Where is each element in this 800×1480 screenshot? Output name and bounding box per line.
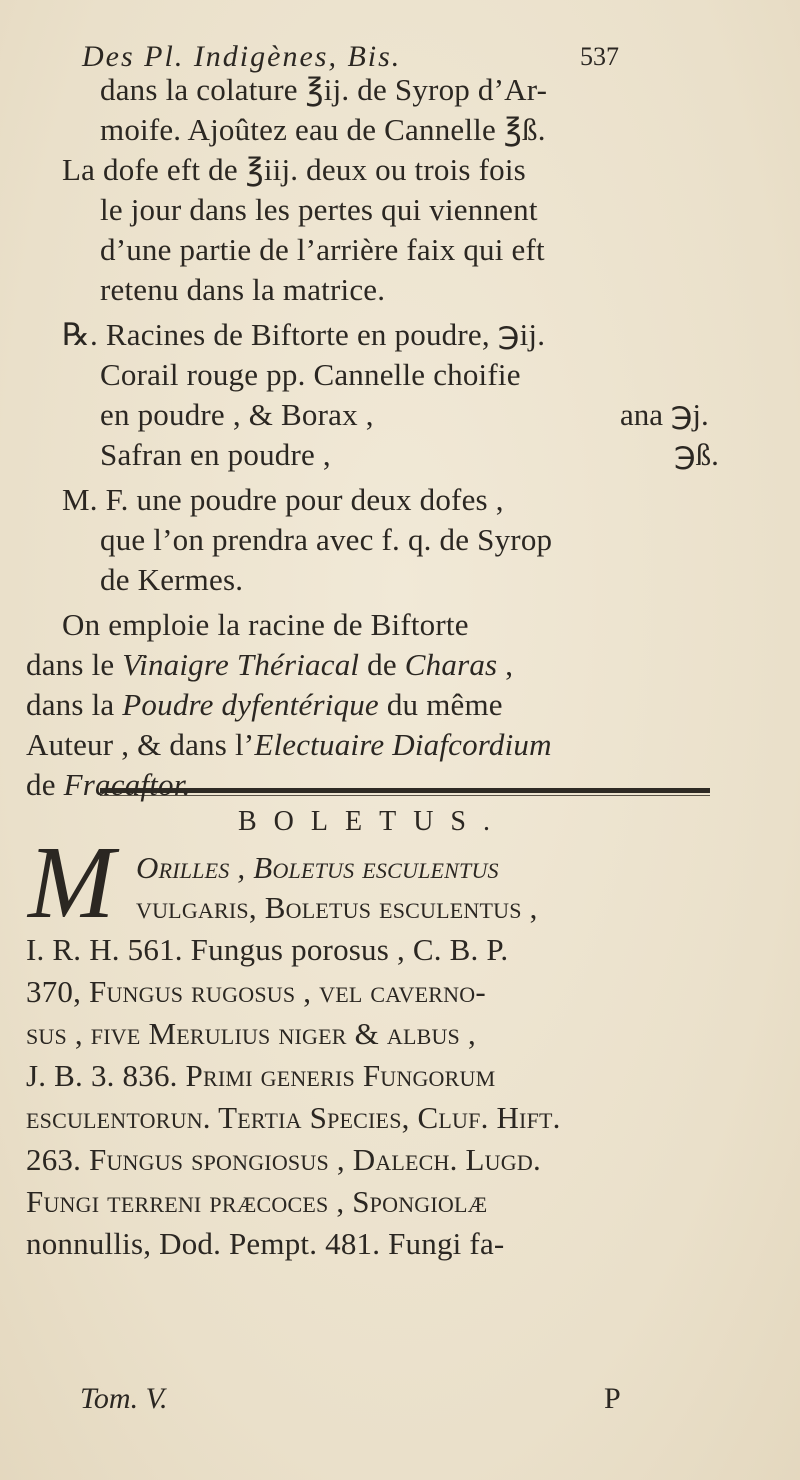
section-line: I. R. H. 561. Fungus porosus , C. B. P.: [26, 932, 509, 967]
volume-mark: Tom. V.: [80, 1382, 168, 1415]
recipe-line: Safran en poudre ,: [100, 437, 331, 472]
recipe-line: M. F. une poudre pour deux dofes ,: [62, 482, 504, 517]
recipe-line: en poudre , & Borax ,: [100, 397, 374, 432]
text-line: dans le Vinaigre Thériacal de Charas ,: [26, 647, 514, 682]
section-line: sus , five Merulius niger & albus ,: [26, 1016, 476, 1051]
section-line: nonnullis, Dod. Pempt. 481. Fungi fa-: [26, 1226, 505, 1261]
recipe-line: de Kermes.: [100, 562, 244, 597]
recipe-line: Corail rouge pp. Cannelle choifie: [100, 357, 521, 392]
section-line: vulgaris, Boletus esculentus ,: [136, 890, 538, 925]
text-line: On emploie la racine de Biftorte: [62, 607, 469, 642]
section-line: Fungi terreni præcoces , Spongiolæ: [26, 1184, 488, 1219]
text-line: La dofe eft de ℥iij. deux ou trois fois: [62, 152, 526, 187]
recipe-line: ℞. Racines de Biftorte en poudre, ℈ij.: [62, 317, 546, 352]
section-line: J. B. 3. 836. Primi generis Fungorum: [26, 1058, 496, 1093]
section-line: 370, Fungus rugosus , vel caverno-: [26, 974, 486, 1009]
running-title: Des Pl. Indigènes, Bis.: [82, 40, 402, 73]
text-line: moife. Ajoûtez eau de Cannelle ℥ß.: [100, 112, 546, 147]
section-rule: [100, 788, 710, 793]
recipe-line: que l’on prendra avec f. q. de Syrop: [100, 522, 553, 557]
section-title: BOLETUS.: [238, 806, 507, 837]
section-line: 263. Fungus spongiosus , Dalech. Lugd.: [26, 1142, 541, 1177]
page-footer: [80, 1382, 621, 1416]
text-line: de Fracaftor.: [26, 767, 191, 802]
italic-title: Poudre dyfentérique: [122, 687, 379, 722]
section-line: Orilles , Boletus esculentus: [136, 850, 499, 885]
recipe-amount: ana ℈j.: [620, 397, 709, 432]
recipe-amount: ℈ß.: [674, 437, 719, 472]
italic-title: Electuaire Diafcordium: [254, 727, 552, 762]
italic-title: Vinaigre Thériacal: [122, 647, 360, 682]
drop-cap: M: [28, 825, 115, 940]
running-header: [82, 40, 619, 74]
italic-name: Fracaftor.: [63, 767, 191, 802]
text-line: dans la colature ℥ij. de Syrop d’Ar-: [100, 72, 548, 107]
text-line: Auteur , & dans l’Electuaire Diafcordium: [26, 727, 552, 762]
text-line: d’une partie de l’arrière faix qui eft: [100, 232, 545, 267]
signature-mark: P: [604, 1382, 621, 1415]
text-line: le jour dans les pertes qui viennent: [100, 192, 538, 227]
text-line: retenu dans la matrice.: [100, 272, 386, 307]
italic-name: Charas: [404, 647, 498, 682]
page-number: 537: [580, 42, 619, 71]
section-rule-thin: [100, 795, 710, 796]
text-line: dans la Poudre dyfentérique du même: [26, 687, 503, 722]
section-line: esculentorun. Tertia Species, Cluf. Hift.: [26, 1100, 561, 1135]
